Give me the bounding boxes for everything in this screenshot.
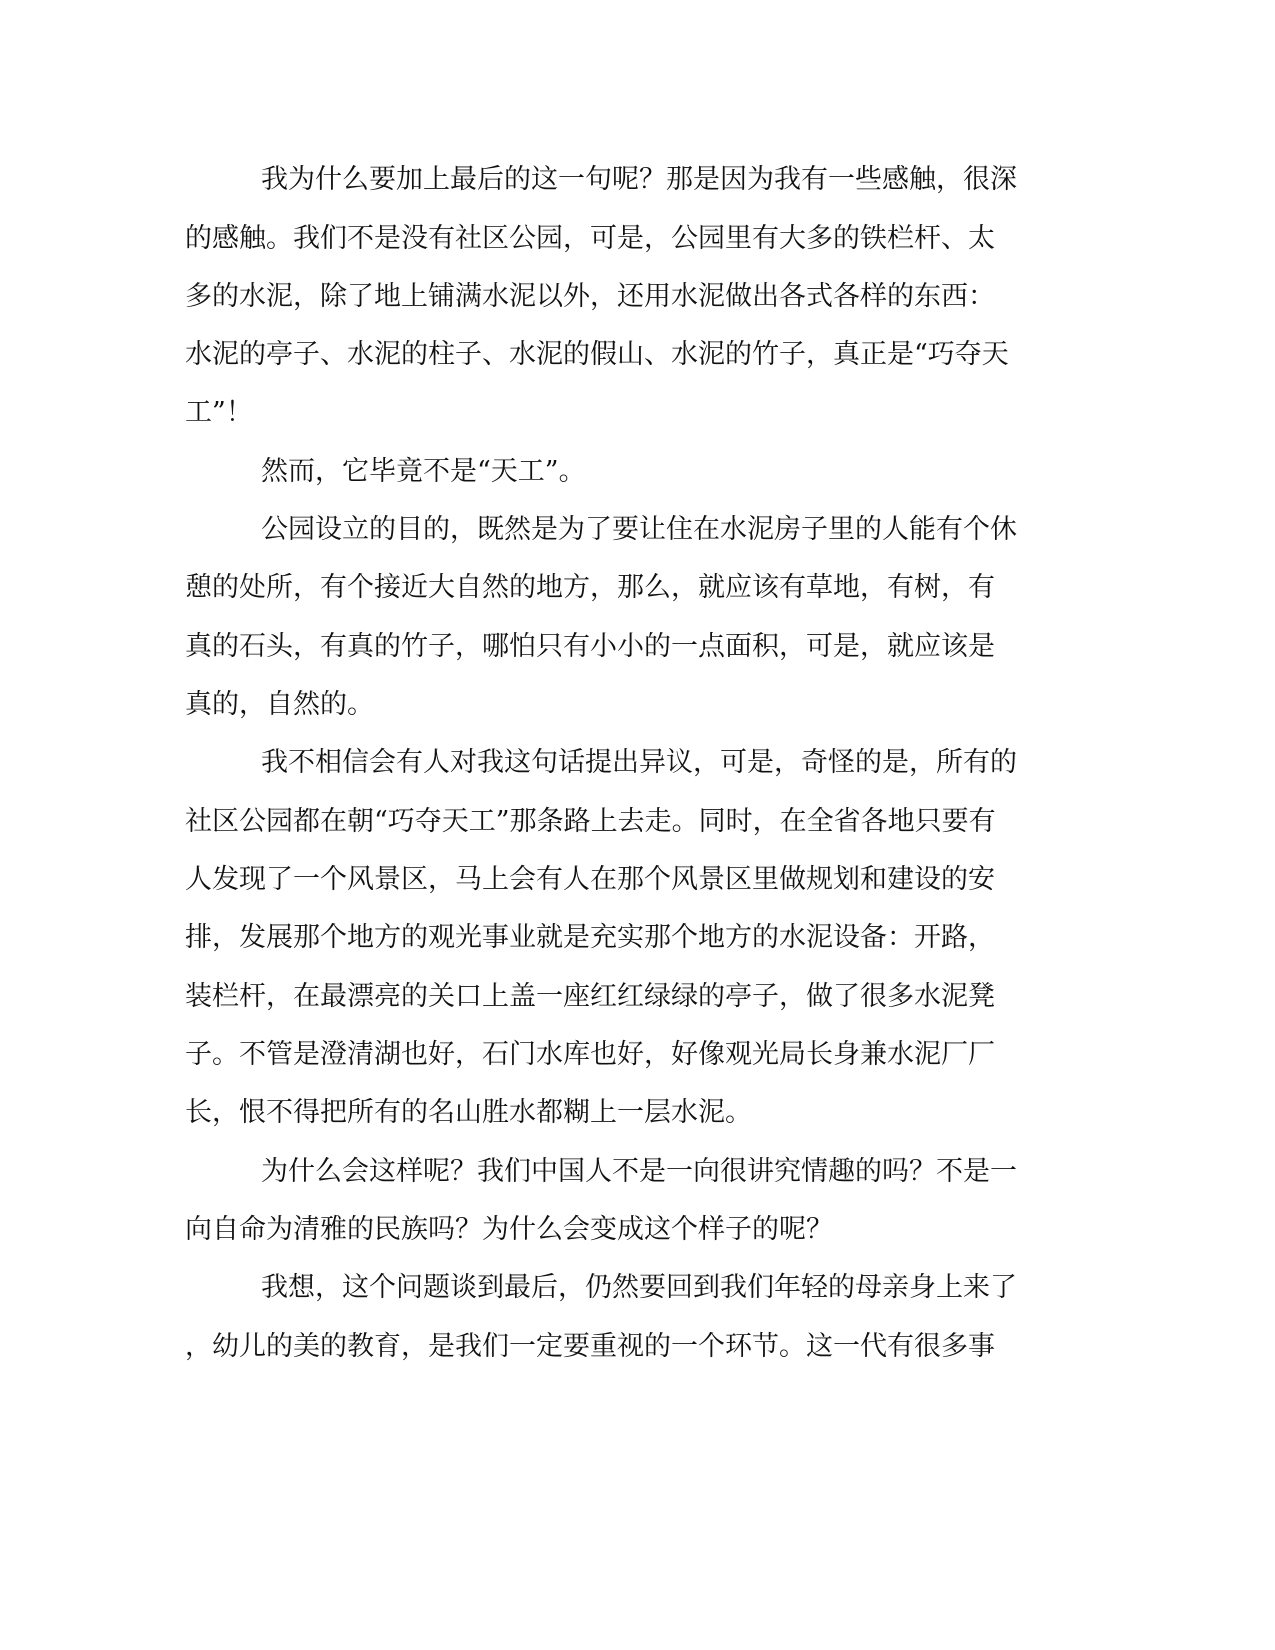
text-line: 公园设立的目的，既然是为了要让住在水泥房子里的人能有个休	[261, 514, 1017, 545]
text-line: ，幼儿的美的教育，是我们一定要重视的一个环节。这一代有很多事	[185, 1331, 995, 1362]
text-line: 排，发展那个地方的观光事业就是充实那个地方的水泥设备：开路，	[185, 922, 995, 953]
text-line: 为什么会这样呢？我们中国人不是一向很讲究情趣的吗？不是一	[261, 1156, 1017, 1187]
text-line: 水泥的亭子、水泥的柱子、水泥的假山、水泥的竹子，真正是“巧夺天	[185, 339, 1009, 370]
text-line: 人发现了一个风景区，马上会有人在那个风景区里做规划和建设的安	[185, 864, 995, 895]
text-line: 长，恨不得把所有的名山胜水都糊上一层水泥。	[185, 1097, 752, 1128]
text-line: 憩的处所，有个接近大自然的地方，那么，就应该有草地，有树，有	[185, 572, 995, 603]
text-line: 的感触。我们不是没有社区公园，可是，公园里有大多的铁栏杆、太	[185, 223, 995, 254]
text-line: 子。不管是澄清湖也好，石门水库也好，好像观光局长身兼水泥厂厂	[185, 1039, 995, 1070]
text-line: 我为什么要加上最后的这一句呢？那是因为我有一些感触，很深	[261, 164, 1017, 195]
text-line: 多的水泥，除了地上铺满水泥以外，还用水泥做出各式各样的东西：	[185, 281, 995, 312]
text-line: 社区公园都在朝“巧夺天工”那条路上去走。同时，在全省各地只要有	[185, 806, 996, 837]
text-line: 我想，这个问题谈到最后，仍然要回到我们年轻的母亲身上来了	[261, 1272, 1017, 1303]
text-line: 我不相信会有人对我这句话提出异议，可是，奇怪的是，所有的	[261, 747, 1017, 778]
text-line: 装栏杆，在最漂亮的关口上盖一座红红绿绿的亭子，做了很多水泥凳	[185, 981, 995, 1012]
text-line: 工”！	[185, 397, 253, 428]
text-line: 真的，自然的。	[185, 689, 374, 720]
text-line: 向自命为清雅的民族吗？为什么会变成这个样子的呢？	[185, 1214, 833, 1245]
text-line: 然而，它毕竟不是“天工”。	[261, 456, 586, 487]
text-line: 真的石头，有真的竹子，哪怕只有小小的一点面积，可是，就应该是	[185, 631, 995, 662]
